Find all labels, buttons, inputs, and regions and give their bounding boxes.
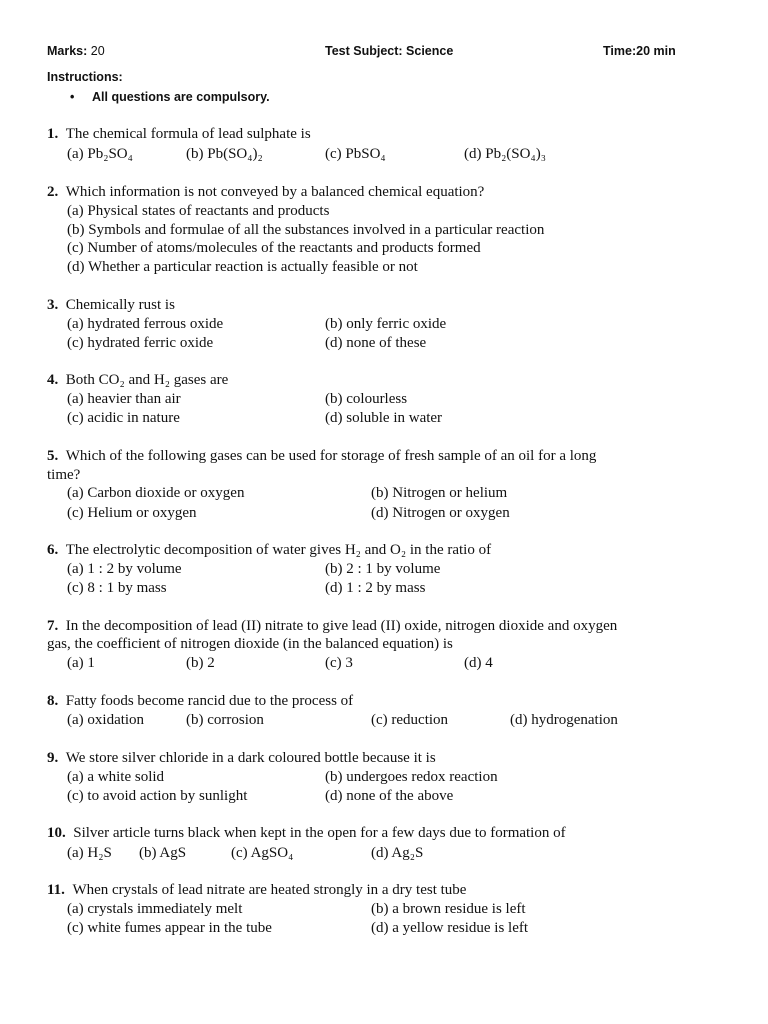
question-11 bbox=[47, 881, 466, 899]
time-limit: Time:20 min bbox=[603, 44, 676, 58]
question-5 bbox=[47, 447, 596, 465]
question-1 bbox=[47, 125, 311, 143]
option-1b: (b) Pb(SO₄)₂ bbox=[186, 146, 263, 162]
question-number: 6. bbox=[47, 542, 59, 558]
question-number: 5. bbox=[47, 448, 59, 464]
question-text: We store silver chloride in a dark coloured bottle because it is bbox=[65, 750, 436, 766]
question-text: The chemical formula of lead sulphate is bbox=[65, 126, 311, 142]
question-10 bbox=[47, 824, 566, 842]
option-4a: (a) heavier than air bbox=[67, 391, 181, 407]
option-1a: (a) Pb₂SO₄ bbox=[67, 146, 133, 162]
question-number: 10. bbox=[47, 825, 66, 841]
option-6b: (b) 2 : 1 by volume bbox=[325, 561, 441, 577]
test-subject: Test Subject: Science bbox=[325, 44, 454, 58]
option-7a: (a) 1 bbox=[67, 655, 95, 671]
option-8d: (d) hydrogenation bbox=[510, 712, 618, 728]
question-text: Both CO₂ and H₂ gases are bbox=[65, 372, 229, 388]
question-number: 7. bbox=[47, 618, 59, 634]
question-3 bbox=[47, 296, 175, 314]
option-9a: (a) a white solid bbox=[67, 769, 165, 785]
option-8c: (c) reduction bbox=[371, 712, 449, 728]
option-3b: (b) only ferric oxide bbox=[325, 316, 447, 332]
question-text: Silver article turns black when kept in the open for a few days due to formation of bbox=[73, 825, 566, 841]
question-8 bbox=[47, 692, 353, 710]
option-9b: (b) undergoes redox reaction bbox=[325, 769, 498, 785]
question-text: Fatty foods become rancid due to the process of bbox=[65, 693, 354, 709]
question-4 bbox=[47, 371, 228, 389]
question-number: 4. bbox=[47, 372, 59, 388]
option-1d: (d) Pb₂(SO₄)₃ bbox=[464, 146, 546, 162]
option-11d: (d) a yellow residue is left bbox=[371, 920, 529, 936]
option-5d: (d) Nitrogen or oxygen bbox=[371, 505, 510, 521]
option-11b: (b) a brown residue is left bbox=[371, 901, 526, 917]
question-7 bbox=[47, 617, 617, 635]
question-text: The electrolytic decomposition of water gives H₂ and O₂ in the ratio of bbox=[65, 542, 492, 558]
option-10d: (d) Ag₂S bbox=[371, 845, 424, 861]
question-text: Chemically rust is bbox=[65, 297, 175, 313]
question-text: Which information is not conveyed by a balanced chemical equation? bbox=[65, 184, 485, 200]
option-11a: (a) crystals immediately melt bbox=[67, 901, 243, 917]
question-text: When crystals of lead nitrate are heated strongly in a dry test tube bbox=[72, 882, 467, 898]
option-7c: (c) 3 bbox=[325, 655, 353, 671]
instruction-item bbox=[70, 90, 270, 104]
option-1c: (c) PbSO₄ bbox=[325, 146, 386, 162]
option-3d: (d) none of these bbox=[325, 335, 427, 351]
option-5c: (c) Helium or oxygen bbox=[67, 505, 197, 521]
marks-label bbox=[47, 44, 105, 58]
question-number: 1. bbox=[47, 126, 59, 142]
question-number: 3. bbox=[47, 297, 59, 313]
option-9c: (c) to avoid action by sunlight bbox=[67, 788, 248, 804]
option-7d: (d) 4 bbox=[464, 655, 493, 671]
option-6d: (d) 1 : 2 by mass bbox=[325, 580, 426, 596]
question-7-continued: gas, the coefficient of nitrogen dioxide (in the balanced equation) is bbox=[47, 636, 453, 652]
question-2 bbox=[47, 183, 484, 201]
marks-value: 20 bbox=[90, 44, 105, 58]
option-3a: (a) hydrated ferrous oxide bbox=[67, 316, 224, 332]
option-5a: (a) Carbon dioxide or oxygen bbox=[67, 485, 245, 501]
option-10b: (b) AgS bbox=[139, 845, 187, 861]
option-3c: (c) hydrated ferric oxide bbox=[67, 335, 214, 351]
option-2d: (d) Whether a particular reaction is actually feasible or not bbox=[67, 259, 418, 275]
question-number: 2. bbox=[47, 184, 59, 200]
question-5-continued: time? bbox=[47, 467, 81, 483]
option-6c: (c) 8 : 1 by mass bbox=[67, 580, 167, 596]
option-8b: (b) corrosion bbox=[186, 712, 264, 728]
option-2a: (a) Physical states of reactants and products bbox=[67, 203, 330, 219]
option-8a: (a) oxidation bbox=[67, 712, 145, 728]
question-text: Which of the following gases can be used for storage of fresh sample of an oil for a long bbox=[65, 448, 597, 464]
question-text: In the decomposition of lead (II) nitrate to give lead (II) oxide, nitrogen dioxide and oxygen bbox=[65, 618, 618, 634]
instructions-title: Instructions: bbox=[47, 70, 123, 84]
option-7b: (b) 2 bbox=[186, 655, 215, 671]
option-11c: (c) white fumes appear in the tube bbox=[67, 920, 272, 936]
option-9d: (d) none of the above bbox=[325, 788, 454, 804]
option-2b: (b) Symbols and formulae of all the substances involved in a particular reaction bbox=[67, 222, 545, 238]
option-4b: (b) colourless bbox=[325, 391, 408, 407]
option-10c: (c) AgSO₄ bbox=[231, 845, 294, 861]
option-6a: (a) 1 : 2 by volume bbox=[67, 561, 182, 577]
option-2c: (c) Number of atoms/molecules of the reactants and products formed bbox=[67, 240, 481, 256]
bullet-icon: • bbox=[70, 90, 75, 104]
option-4c: (c) acidic in nature bbox=[67, 410, 180, 426]
question-number: 11. bbox=[47, 882, 65, 898]
question-number: 9. bbox=[47, 750, 59, 766]
question-6 bbox=[47, 541, 491, 559]
marks-label-text: Marks: bbox=[47, 44, 88, 58]
option-10a: (a) H₂S bbox=[67, 845, 112, 861]
option-4d: (d) soluble in water bbox=[325, 410, 443, 426]
option-5b: (b) Nitrogen or helium bbox=[371, 485, 508, 501]
instruction-text: All questions are compulsory. bbox=[92, 90, 270, 104]
question-9 bbox=[47, 749, 436, 767]
question-number: 8. bbox=[47, 693, 59, 709]
